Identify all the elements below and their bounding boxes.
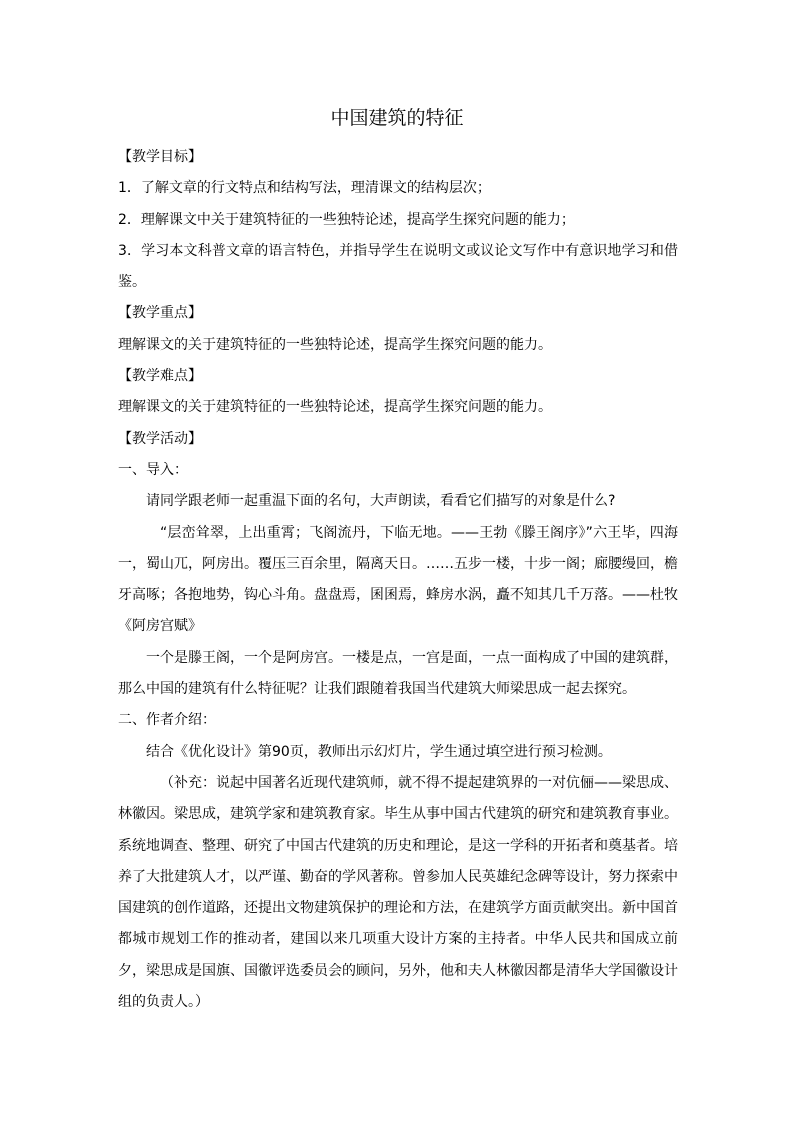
objective-item: 1．了解文章的行文特点和结构写法，理清课文的结构层次； [118, 180, 491, 197]
objective-item: 2．理解课文中关于建筑特征的一些独特论述，提高学生探究问题的能力； [118, 211, 575, 228]
author-heading: 二、作者介绍： [118, 712, 216, 729]
page-title: 中国建筑的特征 [330, 107, 464, 129]
key-points-text: 理解课文的关于建筑特征的一些独特论述，提高学生探究问题的能力。 [118, 336, 552, 353]
intro-heading: 一、导入： [118, 461, 188, 478]
author-paragraph: 结合《优化设计》第90页，教师出示幻灯片，学生通过填空进行预习检测。 [146, 743, 612, 760]
activities-heading: 【教学活动】 [118, 430, 202, 447]
quote-paragraph: “层峦耸翠，上出重霄；飞阁流丹，下临无地。——王勃《滕王阁序》”六王毕，四海一，蜀山兀，阿房出。覆压三百余里，隔离天日。……五步一楼，十步一阁；廊腰缦回，檐牙高啄；各抱地势，钩心斗角。盘盘焉，囷囷焉，蜂房水涡，矗不知其几千万落。——杜牧《阿房宫赋》 [118, 524, 678, 635]
intro-paragraph: 请同学跟老师一起重温下面的名句，大声朗读，看看它们描写的对象是什么? [146, 493, 616, 510]
author-supplement: （补充：说起中国著名近现代建筑师，就不得不提起建筑界的一对伉俪——梁思成、林徽因。梁思成，建筑学家和建筑教育家。毕生从事中国古代建筑的研究和建筑教育事业。系统地调查、整理、研究了中国古代建筑的历史和理论，是这一学科的开拓者和奠基者。培养了大批建筑人才，以严谨、勤奋的学风著称。曾参加人民英雄纪念碑等设计，努力探索中国建筑的创作道路，还提出文物建筑保护的理论和方法，在建筑学方面贡献突出。新中国首都城市规划工作的推动者，建国以来几项重大设计方案的主持者。中华人民共和国成立前夕，梁思成是国旗、国徽评选委员会的顾问，另外，他和夫人林徽因都是清华大学国徽设计组的负责人。） [118, 774, 678, 1011]
difficulties-heading: 【教学难点】 [118, 368, 202, 385]
objective-item: 3．学习本文科普文章的语言特色，并指导学生在说明文或议论文写作中有意识地学习和借鉴。 [118, 242, 678, 291]
key-points-heading: 【教学重点】 [118, 305, 202, 322]
objectives-heading: 【教学目标】 [118, 149, 202, 165]
intro-paragraph: 一个是滕王阁，一个是阿房宫。一楼是点，一宫是面，一点一面构成了中国的建筑群，那么中国的建筑有什么特征呢？让我们跟随着我国当代建筑大师梁思成一起去探究。 [118, 649, 678, 698]
document-body [118, 142, 678, 1018]
difficulties-text: 理解课文的关于建筑特征的一些独特论述，提高学生探究问题的能力。 [118, 399, 552, 416]
